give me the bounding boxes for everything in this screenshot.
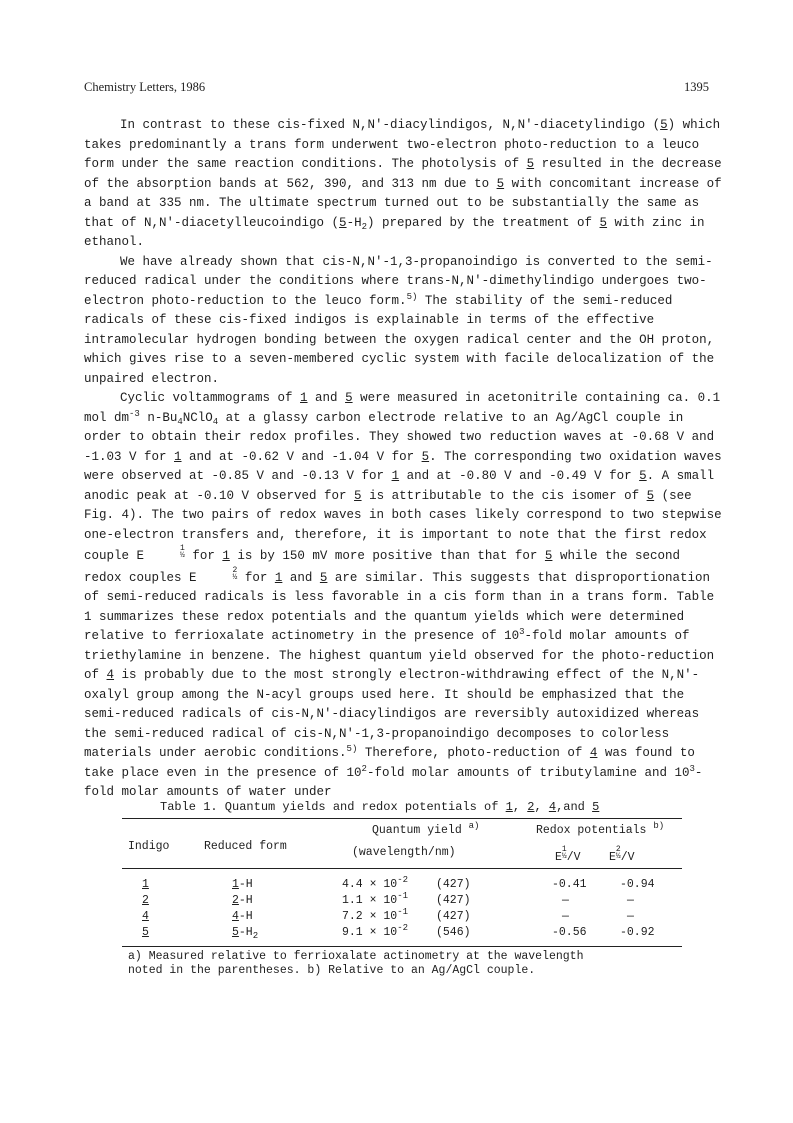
- text-run: for: [184, 549, 223, 563]
- compound-ref: 2: [142, 894, 149, 907]
- text-run: resulted in the decrease of the absorption bands at 562, 390, and 313 nm due to: [84, 157, 722, 191]
- compound-ref: 5: [232, 926, 239, 939]
- index-bottom: ½: [180, 551, 185, 560]
- row-2-indigo: [142, 894, 149, 907]
- row-3-wavelength: (427): [436, 910, 471, 923]
- text-run: and: [307, 391, 346, 405]
- superscript: -3: [129, 408, 140, 419]
- text-run: (see Fig. 4). The two pairs of redox waves in both cases likely correspond to two stepwise one-electron transfers and, therefore, it is important to note that the first redox couple E: [84, 488, 722, 563]
- superscript: 3: [689, 763, 695, 774]
- header-text: E: [609, 851, 616, 864]
- compound-ref: 1: [391, 469, 400, 483]
- text-run: NClO: [182, 410, 213, 425]
- half-index: [197, 567, 238, 581]
- subscript: 4: [212, 416, 219, 427]
- text-run: and: [282, 570, 320, 585]
- compound-ref: 4: [232, 910, 239, 923]
- header-quantum-yield: [372, 821, 480, 837]
- index-bottom: ½: [232, 572, 238, 582]
- qy-mantissa: 9.1 × 10: [342, 926, 398, 939]
- compound-ref: 5: [599, 215, 608, 230]
- row-3-reduced: [232, 910, 253, 923]
- text-run: -fold molar amounts of tributylamine and 10: [366, 765, 690, 780]
- reference-mark: 5): [346, 744, 358, 754]
- header-e1: [555, 846, 581, 864]
- text-run: at a glassy carbon electrode relative to an Ag/AgCl couple in order to obtain their redox profiles. They showed two reduction waves at -0.68 V and -1.03 V for: [84, 410, 715, 464]
- reduced-suffix: -H: [238, 878, 253, 891]
- row-1-indigo: [142, 878, 149, 891]
- text-run: ) which takes predominantly a trans form underwent two-electron photo-reduction to a leuco form under the same reaction conditions. The photolysis of: [84, 118, 721, 171]
- row-4-reduced: [232, 926, 258, 939]
- reduced-suffix: -H: [238, 910, 253, 923]
- text-run: and at -0.62 V and -1.04 V for: [181, 449, 422, 464]
- footnote-mark: b): [653, 821, 665, 831]
- index-top: 2: [615, 845, 621, 854]
- text-run: -H: [346, 215, 362, 230]
- text-run: with concomitant increase of a band at 335 nm. The ultimate spectrum turned out to be substantially the same as that of N,N'-diacetylleucoindigo (: [84, 176, 722, 230]
- header-indigo: Indigo: [128, 840, 170, 853]
- row-2-reduced: [232, 894, 253, 907]
- compound-ref: 4: [106, 668, 115, 682]
- table-bottom-rule: [122, 946, 682, 947]
- compound-ref: 5: [646, 488, 655, 503]
- text-run: . A small anodic peak at -0.10 V observed for: [84, 469, 715, 503]
- paragraph-2: [84, 253, 724, 390]
- text-run: with zinc in ethanol.: [84, 215, 705, 249]
- row-3-e2: —: [627, 910, 634, 923]
- row-4-indigo: [142, 926, 149, 939]
- row-1-e1: -0.41: [552, 878, 587, 891]
- subscript: 4: [177, 416, 183, 427]
- header-wavelength: (wavelength/nm): [352, 846, 456, 859]
- text-run: Cyclic voltammograms of: [120, 391, 301, 405]
- text-run: is by 150 mV more positive than that for: [229, 549, 545, 563]
- article-body: [84, 116, 724, 803]
- text-run: The stability of the semi-reduced radicals of these cis-fixed indigos is explainable in terms of the effective intramolecular hydrogen bonding between the oxygen radical center and the OH proton, which gives rise to a seven-membered cyclic system with facile delocalization of the unpaired electron.: [84, 293, 715, 386]
- qy-exponent: -2: [397, 923, 409, 933]
- caption-sep: ,and: [556, 800, 593, 814]
- table-caption: [160, 800, 599, 814]
- compound-ref: 1: [222, 549, 230, 563]
- caption-text: Table 1. Quantum yields and redox potentials of: [160, 800, 506, 814]
- row-3-qy: [342, 907, 409, 923]
- compound-ref: 5: [544, 549, 553, 563]
- compound-ref: 1: [174, 449, 182, 464]
- compound-ref: 1: [300, 391, 308, 405]
- row-1-reduced: [232, 878, 253, 891]
- journal-name: Chemistry Letters, 1986: [84, 80, 206, 94]
- index-top: 2: [232, 565, 238, 575]
- compound-ref: 5: [354, 488, 362, 503]
- subscript: 2: [361, 221, 367, 232]
- compound-ref: 5: [339, 215, 347, 230]
- compound-ref: 5: [142, 926, 149, 939]
- compound-ref: 1: [274, 570, 283, 585]
- text-run: are similar. This suggests that disproportionation of semi-reduced radicals is less favorable in a cis form than in a trans form. Table 1 summarizes these redox potentials and the quantum yields which were determined relative to ferrioxalate actinometry in the presence of 10: [84, 570, 715, 643]
- row-3-indigo: [142, 910, 149, 923]
- row-2-wavelength: (427): [436, 894, 471, 907]
- superscript: 3: [519, 627, 525, 637]
- row-4-e2: -0.92: [620, 926, 655, 939]
- header-unit: /V: [620, 851, 635, 864]
- text-run: n-Bu: [139, 410, 178, 425]
- paragraph-1: [84, 116, 724, 253]
- text-run: were measured in acetonitrile containing ca. 0.1 mol dm: [84, 391, 721, 425]
- page-number: 1395: [684, 80, 709, 94]
- compound-ref: 5: [319, 570, 328, 585]
- table-footnotes: [128, 950, 688, 978]
- text-run: is probably due to the most strongly electron-withdrawing effect of the N,N'-oxalyl group among the N-acyl groups used here. It should be emphasized that the semi-reduced radicals of cis-N,N'-diacylindigos are reversibly autoxidized whereas the semi-reduced radical of cis-N,N'-1,3-propanoindigo decomposes to colorless materials under aerobic conditions.: [84, 668, 700, 760]
- footnote-b: noted in the parentheses. b) Relative to an Ag/AgCl couple.: [128, 964, 536, 977]
- row-4-qy: [342, 923, 409, 939]
- compound-ref: 5: [496, 176, 505, 191]
- text-run: -fold molar amounts of triethylamine in benzene. The highest quantum yield observed for the photo-reduction of: [84, 629, 715, 682]
- qy-mantissa: 1.1 × 10: [342, 894, 398, 907]
- header-text: Quantum yield: [372, 824, 462, 837]
- index-top: 1: [180, 544, 185, 553]
- qy-mantissa: 7.2 × 10: [342, 910, 398, 923]
- compound-ref: 4: [589, 746, 598, 760]
- table-header-rule: [122, 868, 682, 869]
- compound-ref: 5: [345, 391, 353, 405]
- compound-ref: 1: [142, 878, 149, 891]
- compound-ref: 5: [660, 118, 668, 132]
- index-bottom: ½: [615, 852, 621, 861]
- header-reduced-form: Reduced form: [204, 840, 287, 853]
- compound-ref: 1: [505, 800, 513, 814]
- header-unit: /V: [566, 851, 581, 864]
- row-1-e2: -0.94: [620, 878, 655, 891]
- text-run: is attributable to the cis isomer of: [361, 488, 647, 503]
- text-run: was found to take place even in the presence of 10: [84, 746, 695, 780]
- paragraph-3: [84, 389, 724, 803]
- text-run: ) prepared by the treatment of: [366, 215, 600, 230]
- compound-ref: 4: [142, 910, 149, 923]
- header-text: Redox potentials: [536, 824, 647, 837]
- subscript: 2: [252, 931, 259, 941]
- compound-ref: 5: [421, 449, 430, 464]
- table-top-rule: [122, 818, 682, 819]
- half-index: [144, 545, 185, 559]
- row-4-wavelength: (546): [436, 926, 471, 939]
- page-header: [84, 80, 709, 100]
- row-2-e1: —: [562, 894, 569, 907]
- reference-mark: 5): [406, 291, 418, 302]
- header-text: E: [555, 851, 562, 864]
- compound-ref: 2: [232, 894, 239, 907]
- header-e2: [609, 846, 635, 864]
- compound-ref: 5: [639, 469, 647, 483]
- text-run: Therefore, photo-reduction of: [357, 746, 590, 760]
- superscript: 2: [361, 763, 367, 774]
- row-1-qy: [342, 875, 409, 891]
- row-2-e2: —: [627, 894, 634, 907]
- qy-exponent: -1: [397, 891, 409, 901]
- compound-ref: 5: [592, 800, 600, 814]
- index-bottom: ½: [561, 852, 567, 861]
- text-run: while the second redox couples E: [84, 549, 680, 585]
- qy-mantissa: 4.4 × 10: [342, 878, 398, 891]
- header-redox: [536, 821, 665, 837]
- caption-sep: ,: [512, 800, 528, 814]
- text-run: In contrast to these cis-fixed N,N'-diacylindigos, N,N'-diacetylindigo (: [120, 118, 661, 132]
- caption-sep: ,: [534, 800, 549, 814]
- index-top: 1: [561, 845, 567, 854]
- row-4-e1: -0.56: [552, 926, 587, 939]
- compound-ref: 1: [232, 878, 239, 891]
- reduced-suffix: -H: [238, 926, 253, 939]
- text-run: . The corresponding two oxidation waves were observed at -0.85 V and -0.13 V for: [84, 449, 722, 483]
- text-run: We have already shown that cis-N,N'-1,3-propanoindigo is converted to the semi-reduced radical under the conditions where trans-N,N'-dimethylindigo undergoes two-electron photo-reduction to the leuco form.: [84, 254, 713, 308]
- footnote-mark: a): [468, 821, 480, 831]
- text-run: -fold molar amounts of water under: [84, 765, 703, 799]
- compound-ref: 2: [527, 800, 535, 814]
- text-run: and at -0.80 V and -0.49 V for: [399, 469, 640, 483]
- qy-exponent: -2: [397, 875, 409, 885]
- reduced-suffix: -H: [238, 894, 253, 907]
- qy-exponent: -1: [397, 907, 409, 917]
- row-3-e1: —: [562, 910, 569, 923]
- row-1-wavelength: (427): [436, 878, 471, 891]
- footnote-a: a) Measured relative to ferrioxalate actinometry at the wavelength: [128, 950, 584, 963]
- text-run: for: [237, 570, 275, 585]
- row-2-qy: [342, 891, 409, 907]
- compound-ref: 4: [548, 800, 557, 814]
- compound-ref: 5: [526, 157, 535, 171]
